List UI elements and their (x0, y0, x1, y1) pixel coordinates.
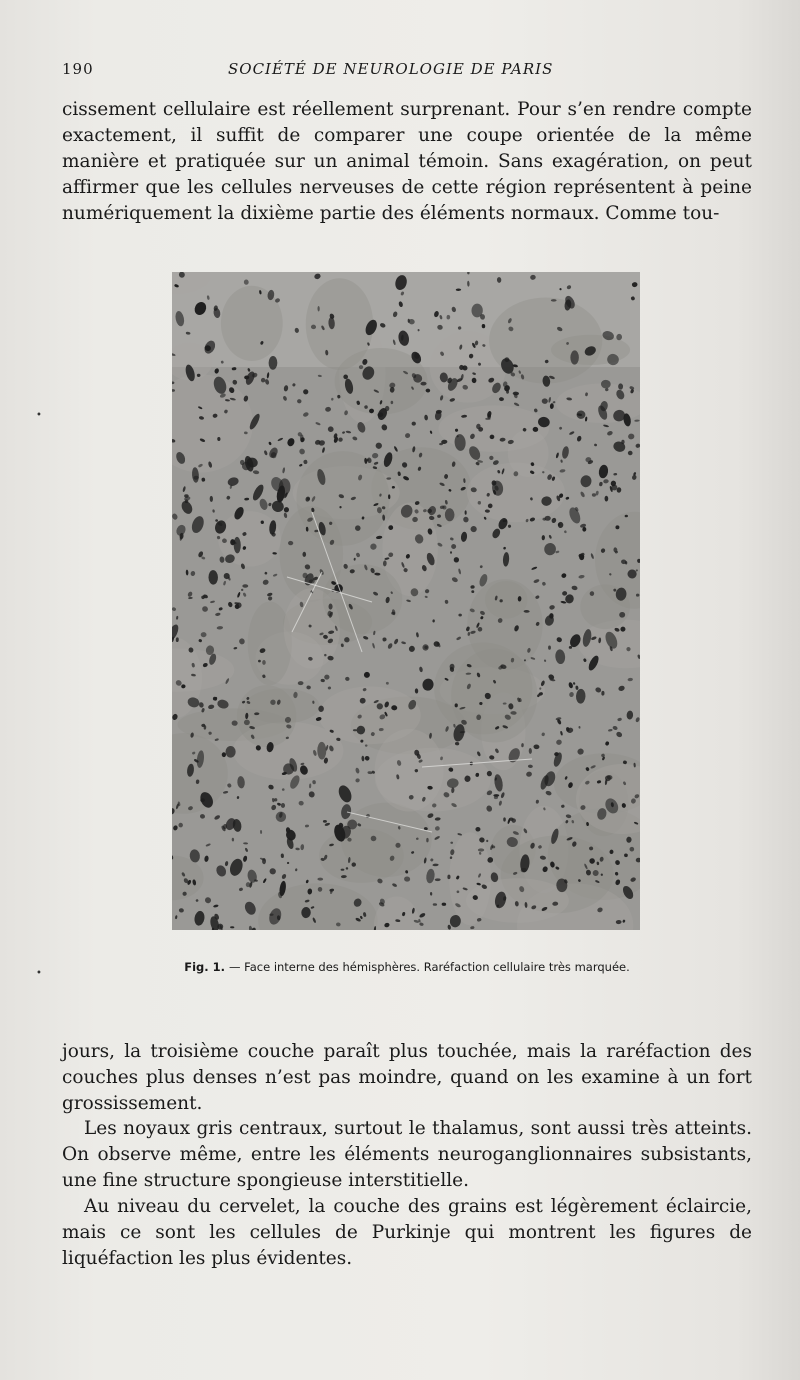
running-title: SOCIÉTÉ DE NEUROLOGIE DE PARIS (228, 60, 554, 78)
margin-dot: • (36, 410, 42, 421)
figure-caption (62, 960, 752, 974)
margin-dot: • (36, 968, 42, 979)
page-number: 190 (62, 60, 94, 78)
paragraph-1: cissement cellulaire est réellement surprenant. Pour s’en rendre compte exactement, il suffit de comparer une coupe orientée de la même manière et pratiquée sur un animal témoin. Sans exagération, on peut affirmer que les cellules nerveuses de cette région représentent à peine numériquement la dixième partie des éléments normaux. Comme tou- (62, 99, 752, 224)
figure-micrograph (172, 272, 640, 930)
paragraph-2: jours, la troisième couche paraît plus touchée, mais la raréfaction des couches plus denses n’est pas moindre, quand on les examine à un fort grossissement. (62, 1041, 752, 1114)
paragraph-4: Au niveau du cervelet, la couche des grains est légèrement éclaircie, mais ce sont les cellules de Purkinje qui montrent les figures de liquéfaction les plus évidentes. (62, 1196, 752, 1269)
figure-label: Fig. 1. (184, 960, 225, 974)
figure-caption-text: — Face interne des hémisphères. Raréfaction cellulaire très marquée. (229, 960, 630, 974)
paragraph-3: Les noyaux gris centraux, surtout le thalamus, sont aussi très atteints. On observe même, entre les éléments neuroganglionnaires subsistants, une fine structure spongieuse interstitielle. (62, 1118, 752, 1191)
page-header (62, 60, 752, 82)
histology-image (172, 272, 640, 930)
